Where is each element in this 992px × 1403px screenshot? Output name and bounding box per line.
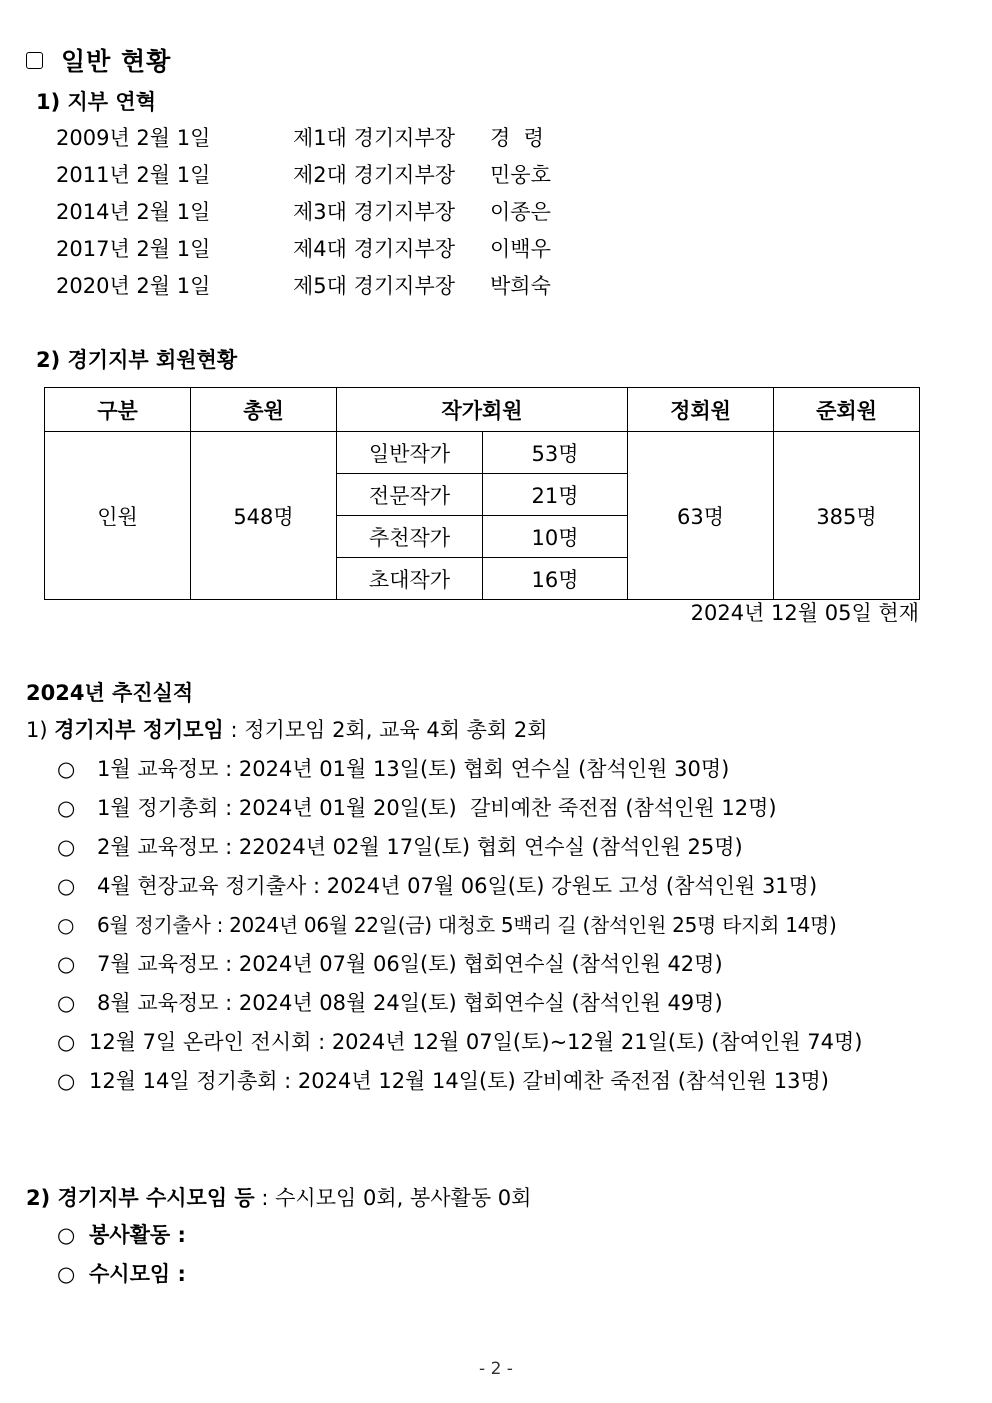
artist-count: 16명 <box>483 558 628 600</box>
artist-count: 10명 <box>483 516 628 558</box>
total-count: 548명 <box>191 432 337 600</box>
list-item: ○ 8월 교육정모 : 2024년 08월 24일(토) 협회연수실 (참석인원 49명) <box>57 991 723 1015</box>
header-regular: 정회원 <box>628 388 774 432</box>
circle-bullet-icon: ○ <box>57 913 75 937</box>
header-total: 총원 <box>191 388 337 432</box>
table-row <box>45 432 920 474</box>
list-item: ○ 4월 현장교육 정기출사 : 2024년 07월 06일(토) 강원도 고성 (참석인원 31명) <box>57 874 818 898</box>
regular-meetings-heading: 1) 경기지부 정기모임 : 정기모임 2회, 교육 4회 총회 2회 <box>26 718 548 742</box>
section-title-general <box>26 42 171 78</box>
list-item: ○ 7월 교육정모 : 2024년 07월 06일(토) 협회연수실 (참석인원 42명) <box>57 952 723 976</box>
circle-bullet-icon: ○ <box>57 1223 76 1247</box>
artist-type: 초대작가 <box>337 558 483 600</box>
achievements-title: 2024년 추진실적 <box>26 681 194 705</box>
circle-bullet-icon: ○ <box>57 796 76 820</box>
history-item: 2009년 2월 1일 제1대 경기지부장 경 령 <box>56 126 544 150</box>
circle-bullet-icon: ○ <box>57 952 76 976</box>
artist-count: 53명 <box>483 432 628 474</box>
circle-bullet-icon: ○ <box>57 757 76 781</box>
members-as-of: 2024년 12월 05일 현재 <box>690 601 919 625</box>
checkbox-icon <box>26 52 43 69</box>
history-item: 2017년 2월 1일 제4대 경기지부장 이백우 <box>56 237 551 261</box>
occasional-meetings-heading <box>26 1182 531 1212</box>
list-item: ○ 6월 정기출사 : 2024년 06월 22일(금) 대청호 5백리 길 (참석인원 25명 타지회 14명) <box>57 913 837 937</box>
list-item: ○ 2월 교육정모 : 22024년 02월 17일(토) 협회 연수실 (참석인원 25명) <box>57 835 743 859</box>
circle-bullet-icon: ○ <box>57 835 76 859</box>
circle-bullet-icon: ○ <box>57 991 76 1015</box>
table-header-row <box>45 388 920 432</box>
section-title-text: 일반 현황 <box>61 47 172 76</box>
associate-count: 385명 <box>774 432 920 600</box>
history-item: 2011년 2월 1일 제2대 경기지부장 민웅호 <box>56 163 551 187</box>
artist-type: 추천작가 <box>337 516 483 558</box>
members-title: 2) 경기지부 회원현황 <box>36 348 238 372</box>
circle-bullet-icon: ○ <box>57 1069 76 1093</box>
header-category: 구분 <box>45 388 191 432</box>
list-item: ○ 1월 정기총회 : 2024년 01월 20일(토) 갈비예찬 죽전점 (참석인원 12명) <box>57 796 777 820</box>
regular-meetings-summary: : 정기모임 2회, 교육 4회 총회 2회 <box>223 718 548 742</box>
circle-bullet-icon: ○ <box>57 1030 76 1054</box>
artist-type: 일반작가 <box>337 432 483 474</box>
members-table <box>44 387 920 600</box>
occasional-meetings-summary: : 수시모임 0회, 봉사활동 0회 <box>254 1186 532 1210</box>
list-item: ○ 12월 7일 온라인 전시회 : 2024년 12월 07일(토)~12월 21일(토) (참여인원 74명) <box>57 1030 863 1054</box>
regular-count: 63명 <box>628 432 774 600</box>
occasional-meetings-label: 2) 경기지부 수시모임 등 <box>26 1186 255 1210</box>
circle-bullet-icon: ○ <box>57 874 76 898</box>
row-label: 인원 <box>45 432 191 600</box>
header-associate: 준회원 <box>774 388 920 432</box>
list-item: ○ 12월 14일 정기총회 : 2024년 12월 14일(토) 갈비예찬 죽전점 (참석인원 13명) <box>57 1069 829 1093</box>
history-item: 2020년 2월 1일 제5대 경기지부장 박희숙 <box>56 274 551 298</box>
history-title: 1) 지부 연혁 <box>36 90 156 114</box>
list-item: ○ 수시모임 : <box>57 1262 186 1286</box>
artist-type: 전문작가 <box>337 474 483 516</box>
artist-count: 21명 <box>483 474 628 516</box>
circle-bullet-icon: ○ <box>57 1262 76 1286</box>
page-number: - 2 - <box>479 1359 513 1379</box>
history-item: 2014년 2월 1일 제3대 경기지부장 이종은 <box>56 200 551 224</box>
regular-meetings-label: 경기지부 정기모임 <box>54 718 224 742</box>
header-artist: 작가회원 <box>337 388 628 432</box>
list-item: ○ 1월 교육정모 : 2024년 01월 13일(토) 협회 연수실 (참석인원 30명) <box>57 757 730 781</box>
list-item: ○ 봉사활동 : <box>57 1223 186 1247</box>
